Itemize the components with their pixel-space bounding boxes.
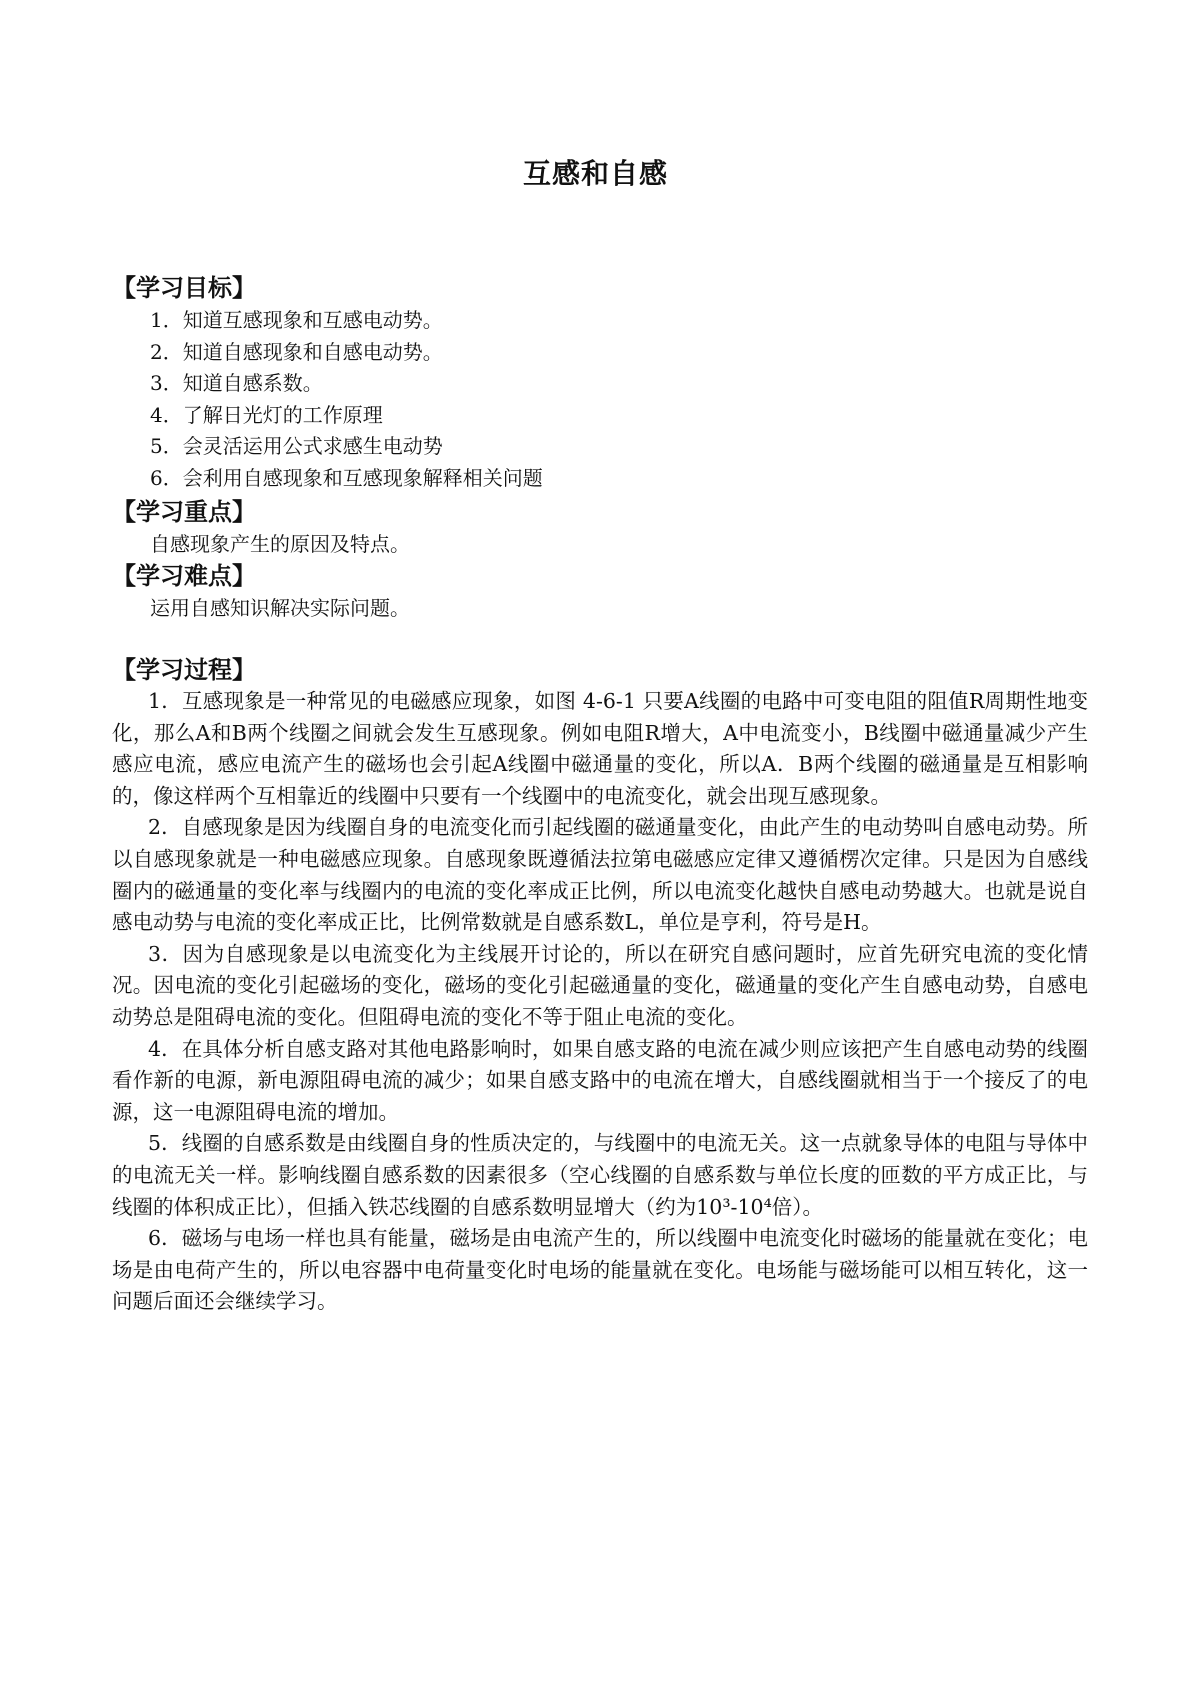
key-points-heading: 【学习重点】	[112, 498, 256, 526]
difficulties-heading: 【学习难点】	[112, 562, 256, 590]
process-heading: 【学习过程】	[112, 656, 256, 684]
process-paragraph: 1．互感现象是一种常见的电磁感应现象，如图 4-6-1 只要A线圈的电路中可变电阻的阻值R周期性地变化，那么A和B两个线圈之间就会发生互感现象。例如电阻R增大，A中电流变小，B线圈中磁通量减少产生感应电流，感应电流产生的磁场也会引起A线圈中磁通量的变化，所以A．B两个线圈的磁通量是互相影响的，像这样两个互相靠近的线圈中只要有一个线圈中的电流变化，就会出现互感现象。	[112, 689, 1088, 808]
list-item: 6．会利用自感现象和互感现象解释相关问题	[150, 465, 543, 490]
list-item: 3．知道自感系数。	[150, 371, 323, 395]
list-item: 5．会灵活运用公式求感生电动势	[150, 434, 443, 458]
process-paragraph: 3．因为自感现象是以电流变化为主线展开讨论的，所以在研究自感问题时，应首先研究电流的变化情况。因电流的变化引起磁场的变化，磁场的变化引起磁通量的变化，磁通量的变化产生自感电动势，自感电动势总是阻碍电流的变化。但阻碍电流的变化不等于阻止电流的变化。	[112, 941, 1088, 1029]
key-points-text: 自感现象产生的原因及特点。	[150, 532, 410, 556]
list-item: 2．知道自感现象和自感电动势。	[150, 339, 443, 364]
difficulties-text: 运用自感知识解决实际问题。	[150, 596, 410, 620]
process-paragraph: 2．自感现象是因为线圈自身的电流变化而引起线圈的磁通量变化，由此产生的电动势叫自感电动势。所以自感现象就是一种电磁感应现象。自感现象既遵循法拉第电磁感应定律又遵循楞次定律。只是因为自感线圈内的磁通量的变化率与线圈内的电流的变化率成正比例，所以电流变化越快自感电动势越大。也就是说自感电动势与电流的变化率成正比，比例常数就是自感系数L，单位是亨利，符号是H。	[112, 815, 1088, 935]
process-paragraph: 6．磁场与电场一样也具有能量，磁场是由电流产生的，所以线圈中电流变化时磁场的能量就在变化；电场是由电荷产生的，所以电容器中电荷量变化时电场的能量就在变化。电场能与磁场能可以相互转化，这一问题后面还会继续学习。	[112, 1226, 1088, 1314]
document-title: 互感和自感	[522, 157, 668, 190]
objectives-heading: 【学习目标】	[112, 274, 256, 302]
process-paragraph: 4．在具体分析自感支路对其他电路影响时，如果自感支路的电流在减少则应该把产生自感电动势的线圈看作新的电源，新电源阻碍电流的减少；如果自感支路中的电流在增大，自感线圈就相当于一个接反了的电源，这一电源阻碍电流的增加。	[112, 1036, 1088, 1124]
list-item: 4．了解日光灯的工作原理	[150, 402, 383, 427]
process-body	[112, 686, 1088, 1318]
process-paragraph: 5．线圈的自感系数是由线圈自身的性质决定的，与线圈中的电流无关。这一点就象导体的电阻与导体中的电流无关一样。影响线圈自感系数的因素很多（空心线圈的自感系数与单位长度的匝数的平方成正比，与线圈的体积成正比），但插入铁芯线圈的自感系数明显增大（约为10³-10⁴倍）。	[112, 1131, 1088, 1219]
objectives-list	[150, 305, 543, 494]
list-item: 1．知道互感现象和互感电动势。	[150, 308, 443, 332]
